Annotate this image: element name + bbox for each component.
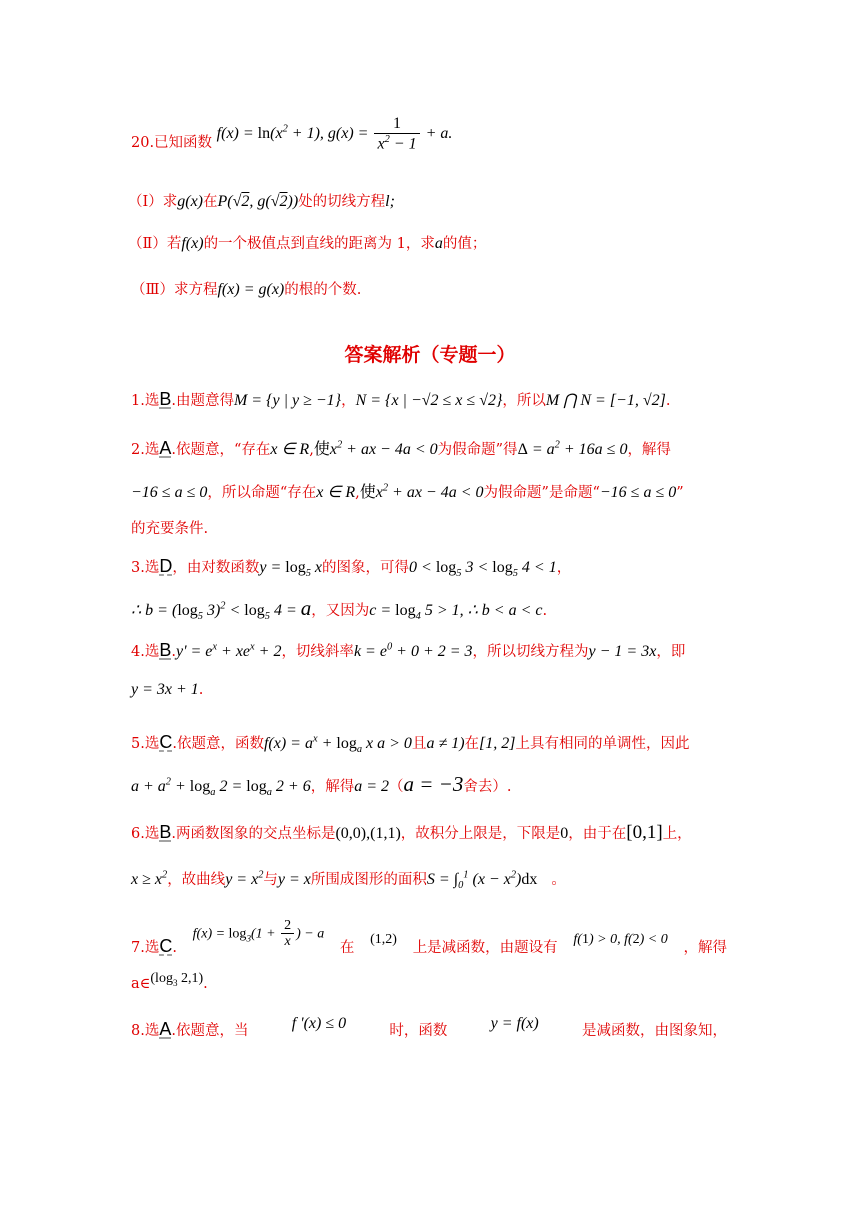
q20-p2-b: 的一个极值点到直线的距离为 1，求 — [203, 236, 435, 252]
q20-head: 20.已知函数 — [131, 134, 213, 151]
a2-m7: −16 ≤ a ≤ 0 — [599, 484, 677, 501]
q20-p2-c: 的值； — [442, 236, 487, 252]
a2-t3: 为假命题”得 — [437, 442, 518, 458]
q20-p3-a: （Ⅲ）求方程 — [131, 282, 218, 298]
a5-num: 5.选 — [131, 736, 160, 752]
a1-t2: ， — [341, 393, 356, 409]
a6-num: 6.选 — [131, 826, 160, 842]
answer-2-line1 — [131, 436, 671, 459]
answer-1 — [131, 389, 670, 410]
a1-mn: M ⋂ N = [−1, √2] — [545, 392, 666, 409]
q20-p1-l: l; — [385, 193, 395, 210]
a1-t3: ，所以 — [502, 393, 546, 409]
a5-t7: 舍去）. — [463, 779, 512, 795]
a2-num: 2.选 — [131, 442, 160, 458]
a4-m2: $k = e^0 + 0 + 2 = 3$ — [353, 641, 473, 660]
a1-t4: . — [665, 393, 671, 409]
a2-m6: 使$x^2$ + ax − 4a < 0 — [359, 482, 484, 501]
a3-t3: ， — [556, 560, 572, 576]
a5-t4: 上具有相同的单调性，因此 — [515, 736, 690, 752]
a2-t1: .依题意，“存在 — [171, 442, 271, 458]
a6-t5: ，故曲线 — [167, 872, 226, 888]
a3-num: 3.选 — [131, 560, 160, 576]
a2-t2: , — [309, 442, 314, 458]
a4-m3: y − 1 = 3x — [588, 643, 657, 660]
a7-t4: ，解得 — [683, 939, 727, 956]
a1-n: N = {x | −√2 ≤ x ≤ √2} — [355, 392, 503, 409]
a3-option: D — [159, 556, 173, 576]
q20-p2-f: f(x) — [181, 235, 204, 252]
a6-m4: $x \ge x^2$ — [131, 869, 168, 888]
a4-t2: ，切线斜率 — [281, 644, 354, 660]
a4-option: B — [159, 640, 172, 660]
a5-t5: ，解得 — [310, 779, 355, 795]
a7-m4: ($\log_3$ 2,1) — [150, 971, 204, 988]
a4-num: 4.选 — [131, 644, 160, 660]
a4-m1: $y' = e^x + xe^x + 2$ — [175, 641, 282, 660]
q20-part3 — [131, 278, 361, 299]
a8-m1: f '(x) ≤ 0 — [291, 1014, 347, 1032]
q20-p1-b: 在 — [203, 194, 218, 210]
answer-6-line2 — [131, 868, 566, 891]
answer-8-line1 — [131, 1014, 727, 1040]
q20-p2-a: （Ⅱ）若 — [128, 236, 182, 252]
q20-p1-g: g(x) — [177, 193, 203, 210]
answer-title: 答案解析（专题一） — [344, 344, 516, 366]
a5-t6: （ — [389, 779, 404, 795]
a3-t1: ，由对数函数 — [172, 560, 260, 576]
a5-m2: a ≠ 1) — [426, 735, 465, 752]
q20-p2-a-var: a — [434, 235, 443, 252]
a6-t6: 与 — [263, 872, 278, 888]
a5-m5: a = 2 — [354, 778, 389, 795]
a7-m1: $f(x) = \log_3(1$ + $\frac{2}{x}$ ) − a — [192, 918, 325, 950]
a6-m1: (0,0),(1,1) — [335, 825, 401, 842]
a8-t1: .依题意，当 — [171, 1023, 249, 1039]
q20-part2 — [128, 232, 486, 253]
q20-p3-b: 的根的个数. — [284, 282, 362, 298]
a3-m3: ∴ $b = (\log_5$ $3)^2 < \log_5 4 = a$ — [131, 596, 312, 623]
a3-t5: . — [542, 603, 548, 619]
a1-num: 1.选 — [131, 393, 160, 409]
answer-5-line2 — [131, 772, 511, 798]
a7-m3: f(1) > 0, f(2) < 0 — [573, 932, 668, 948]
a4-m4: y = 3x + 1 — [131, 681, 199, 698]
a2-m3: $\Delta = a^2 + 16a \le 0$ — [517, 439, 628, 458]
a6-option: B — [159, 822, 172, 842]
answer-2-line2 — [131, 479, 684, 502]
a2-m5: x ∈ R — [316, 484, 356, 501]
a4-t5: . — [198, 682, 204, 698]
a3-t2: 的图象，可得 — [322, 560, 410, 576]
a5-m6: a = −3 — [403, 772, 464, 796]
a7-t1: . — [172, 939, 177, 956]
a8-option: A — [159, 1019, 172, 1039]
a6-m3: [0,1] — [626, 822, 663, 843]
q20-formula: $f(x) = \ln(x^2 + 1)$, g(x) = $\frac{1}{x^2 - 1}$ + a. — [216, 115, 453, 152]
a5-option: C — [159, 732, 173, 752]
a6-m7: $S = \int_0^1$ $(x - x^2)dx$ — [426, 869, 538, 892]
a6-m5: $y = x^2$ — [225, 869, 264, 888]
a6-m6: y = x — [277, 871, 311, 888]
a2-t7: 为假命题”是命题“ — [483, 485, 600, 501]
a5-m3: [1, 2] — [479, 735, 516, 752]
a6-m2: 0 — [560, 825, 569, 842]
a6-t2: ，故积分上限是，下限是 — [400, 826, 561, 842]
a5-t2: 且 — [411, 736, 427, 752]
q20-p1-point: P(√2, g(√2)) — [217, 193, 299, 210]
a2-t4: ，解得 — [627, 442, 671, 458]
q20-p1-c: 处的切线方程 — [298, 194, 386, 210]
q20-part1 — [128, 190, 395, 211]
a3-m2: $0 < \log_5 3 < \log_5 4 < 1$ — [409, 559, 557, 580]
answer-7-line2 — [131, 971, 208, 994]
a6-t3: ，由于在 — [568, 826, 627, 842]
a8-num: 8.选 — [131, 1023, 160, 1039]
a6-t1: .两函数图象的交点坐标是 — [171, 826, 336, 842]
a7-m2: (1,2) — [370, 932, 397, 948]
a3-t4: ，又因为 — [311, 603, 370, 619]
a5-m4: $a + a^2 + \log_a 2 = \log_a 2 + 6$ — [131, 776, 311, 799]
q20-p1-a: （Ⅰ）求 — [128, 194, 178, 210]
a1-m: M = {y | y ≥ −1} — [233, 392, 342, 409]
q20-p3-eq: f(x) = g(x) — [217, 281, 285, 298]
a2-option: A — [159, 438, 172, 458]
a5-t1: .依题意，函数 — [172, 736, 264, 752]
answer-4-line2 — [131, 681, 203, 699]
a8-t2: 时，函数 — [389, 1023, 448, 1039]
a4-t3: ，所以切线方程为 — [472, 644, 589, 660]
a7-option: C — [159, 935, 173, 956]
a2-m2: 使$x^2$ + ax − 4a < 0 — [313, 439, 438, 458]
answer-4-line1 — [131, 640, 685, 661]
a6-t7: 所围成图形的面积 — [310, 872, 427, 888]
a5-t3: 在 — [464, 736, 480, 752]
a2-t8: ” — [676, 485, 684, 501]
a7-t2: 在 — [339, 939, 355, 956]
a1-option: B — [159, 389, 172, 409]
answer-6-line1 — [131, 822, 692, 844]
a7-num: 7.选 — [131, 939, 160, 956]
a7-t6: . — [203, 976, 208, 992]
a3-m1: $y = \log_5 x$ — [259, 559, 323, 580]
a8-t3: 是减函数，由图象知， — [581, 1023, 727, 1039]
answer-7-line1 — [131, 918, 727, 962]
a2-m1: x ∈ R — [270, 441, 310, 458]
a2-t5: ，所以命题“存在 — [207, 485, 317, 501]
answer-5-line1 — [131, 732, 690, 755]
a5-m1: $f(x) = a^x + \log_a x$ a > 0 — [263, 733, 412, 756]
a7-t5: a∈ — [131, 976, 151, 992]
a2-t6: , — [355, 485, 360, 501]
answer-3-line1 — [131, 556, 571, 579]
a2-t9: 的充要条件. — [131, 521, 209, 537]
q20-line — [131, 115, 452, 153]
a3-m4: $c = \log_4 5 > 1$, ∴ b < a < c — [369, 602, 543, 623]
a6-t8: 。 — [551, 872, 566, 888]
a6-t4: 上， — [662, 826, 692, 842]
a1-t1: .由题意得 — [171, 393, 234, 409]
a4-t1: . — [171, 644, 176, 660]
a2-m4: −16 ≤ a ≤ 0 — [131, 484, 208, 501]
a7-t3: 上是减函数，由题设有 — [412, 939, 558, 956]
a4-t4: ，即 — [656, 644, 686, 660]
answer-2-line3 — [131, 517, 208, 538]
answer-3-line2 — [131, 596, 547, 622]
a8-m2: y = f(x) — [490, 1014, 539, 1032]
